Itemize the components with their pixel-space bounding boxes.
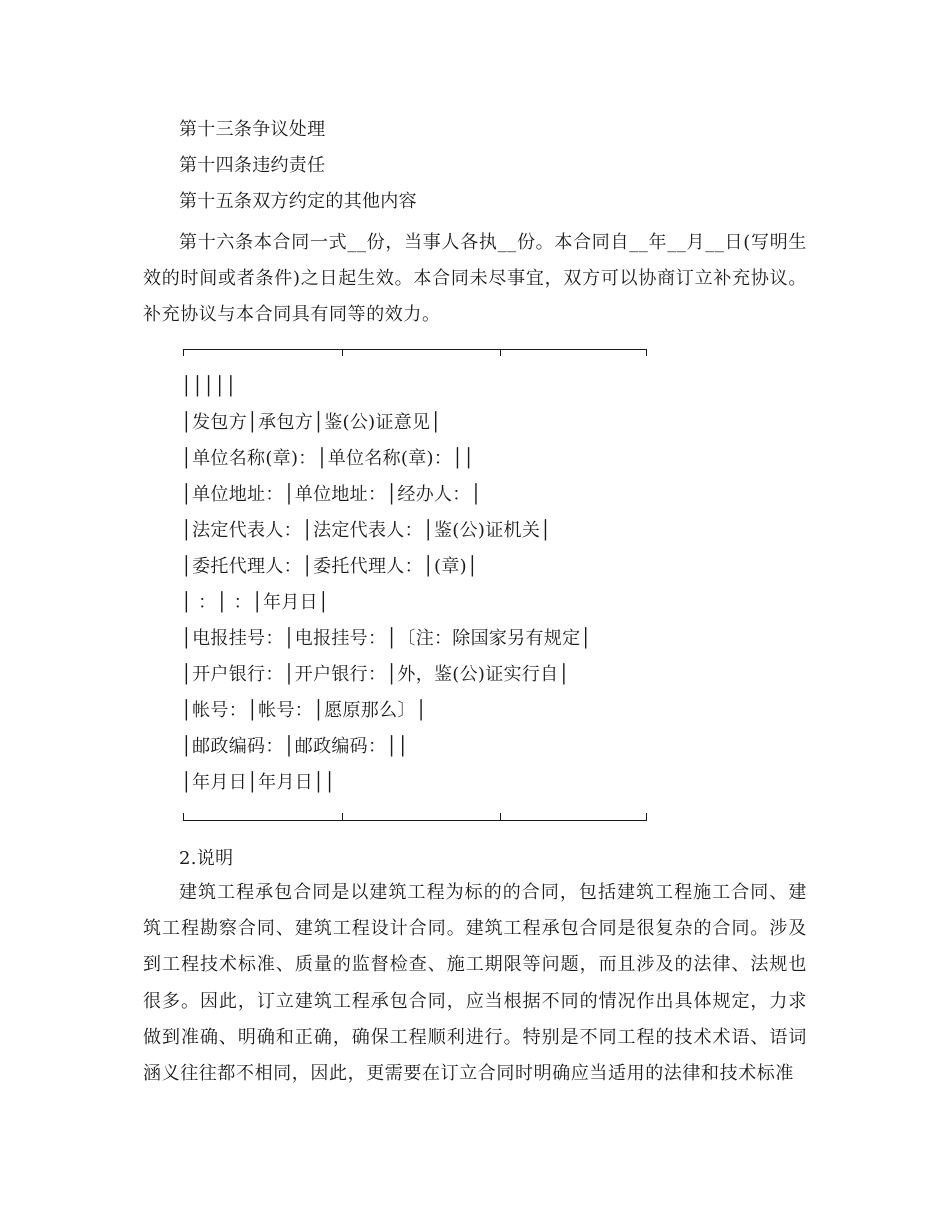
article-14: 第十四条违约责任 <box>179 155 326 176</box>
article-15: 第十五条双方约定的其他内容 <box>179 191 417 212</box>
article-13: 第十三条争议处理 <box>179 119 326 140</box>
table-row: │年月日│年月日││ <box>181 772 336 793</box>
table-bottom-tick <box>342 813 343 820</box>
table-row: │开户银行：│开户银行：│外，鉴(公)证实行自│ <box>181 664 570 685</box>
table-bottom-tick <box>183 813 184 820</box>
table-row: │单位名称(章)：│单位名称(章)：││ <box>181 448 475 469</box>
table-bottom-tick <box>500 813 501 820</box>
table-top-border <box>183 349 647 350</box>
table-bottom-border <box>183 820 647 821</box>
table-top-tick <box>646 349 647 356</box>
table-bottom-tick <box>646 813 647 820</box>
table-row: │电报挂号：│电报挂号：│〔注：除国家另有规定│ <box>181 628 592 649</box>
table-top-tick <box>183 349 184 356</box>
section-heading: 2.说明 <box>179 848 234 869</box>
table-row: │邮政编码：│邮政编码：││ <box>181 736 409 757</box>
table-row: │发包方│承包方│鉴(公)证意见│ <box>181 412 442 433</box>
table-row: │││││ <box>181 376 237 397</box>
table-row: │委托代理人：│委托代理人：│(章)│ <box>181 556 479 577</box>
table-top-tick <box>500 349 501 356</box>
table-row: │ ：│ ：│年月日│ <box>181 592 330 613</box>
explanation-paragraph: 建筑工程承包合同是以建筑工程为标的的合同，包括建筑工程施工合同、建筑工程勘察合同、建筑工程设计合同。建筑工程承包合同是很复杂的合同。涉及到工程技术标准、质量的监督检查、施工期限等问题，而且涉及的法律、法规也很多。因此，订立建筑工程承包合同，应当根据不同的情况作出具体规定，力求做到准确、明确和正确，确保工程顺利进行。特别是不同工程的技术术语、语词涵义往往都不相同，因此，更需要在订立合同时明确应当适用的法律和技术标准 <box>143 882 807 1085</box>
table-row: │法定代表人：│法定代表人：│鉴(公)证机关│ <box>181 520 552 541</box>
article-16-paragraph: 第十六条本合同一式__份，当事人各执__份。本合同自__年__月__日(写明生效的时间或者条件)之日起生效。本合同未尽事宜，双方可以协商订立补充协议。补充协议与本合同具有同等的效力。 <box>143 232 807 326</box>
table-row: │单位地址：│单位地址：│经办人：│ <box>181 484 482 505</box>
table-row: │帐号：│帐号：│愿原那么〕│ <box>181 700 427 721</box>
table-top-tick <box>342 349 343 356</box>
